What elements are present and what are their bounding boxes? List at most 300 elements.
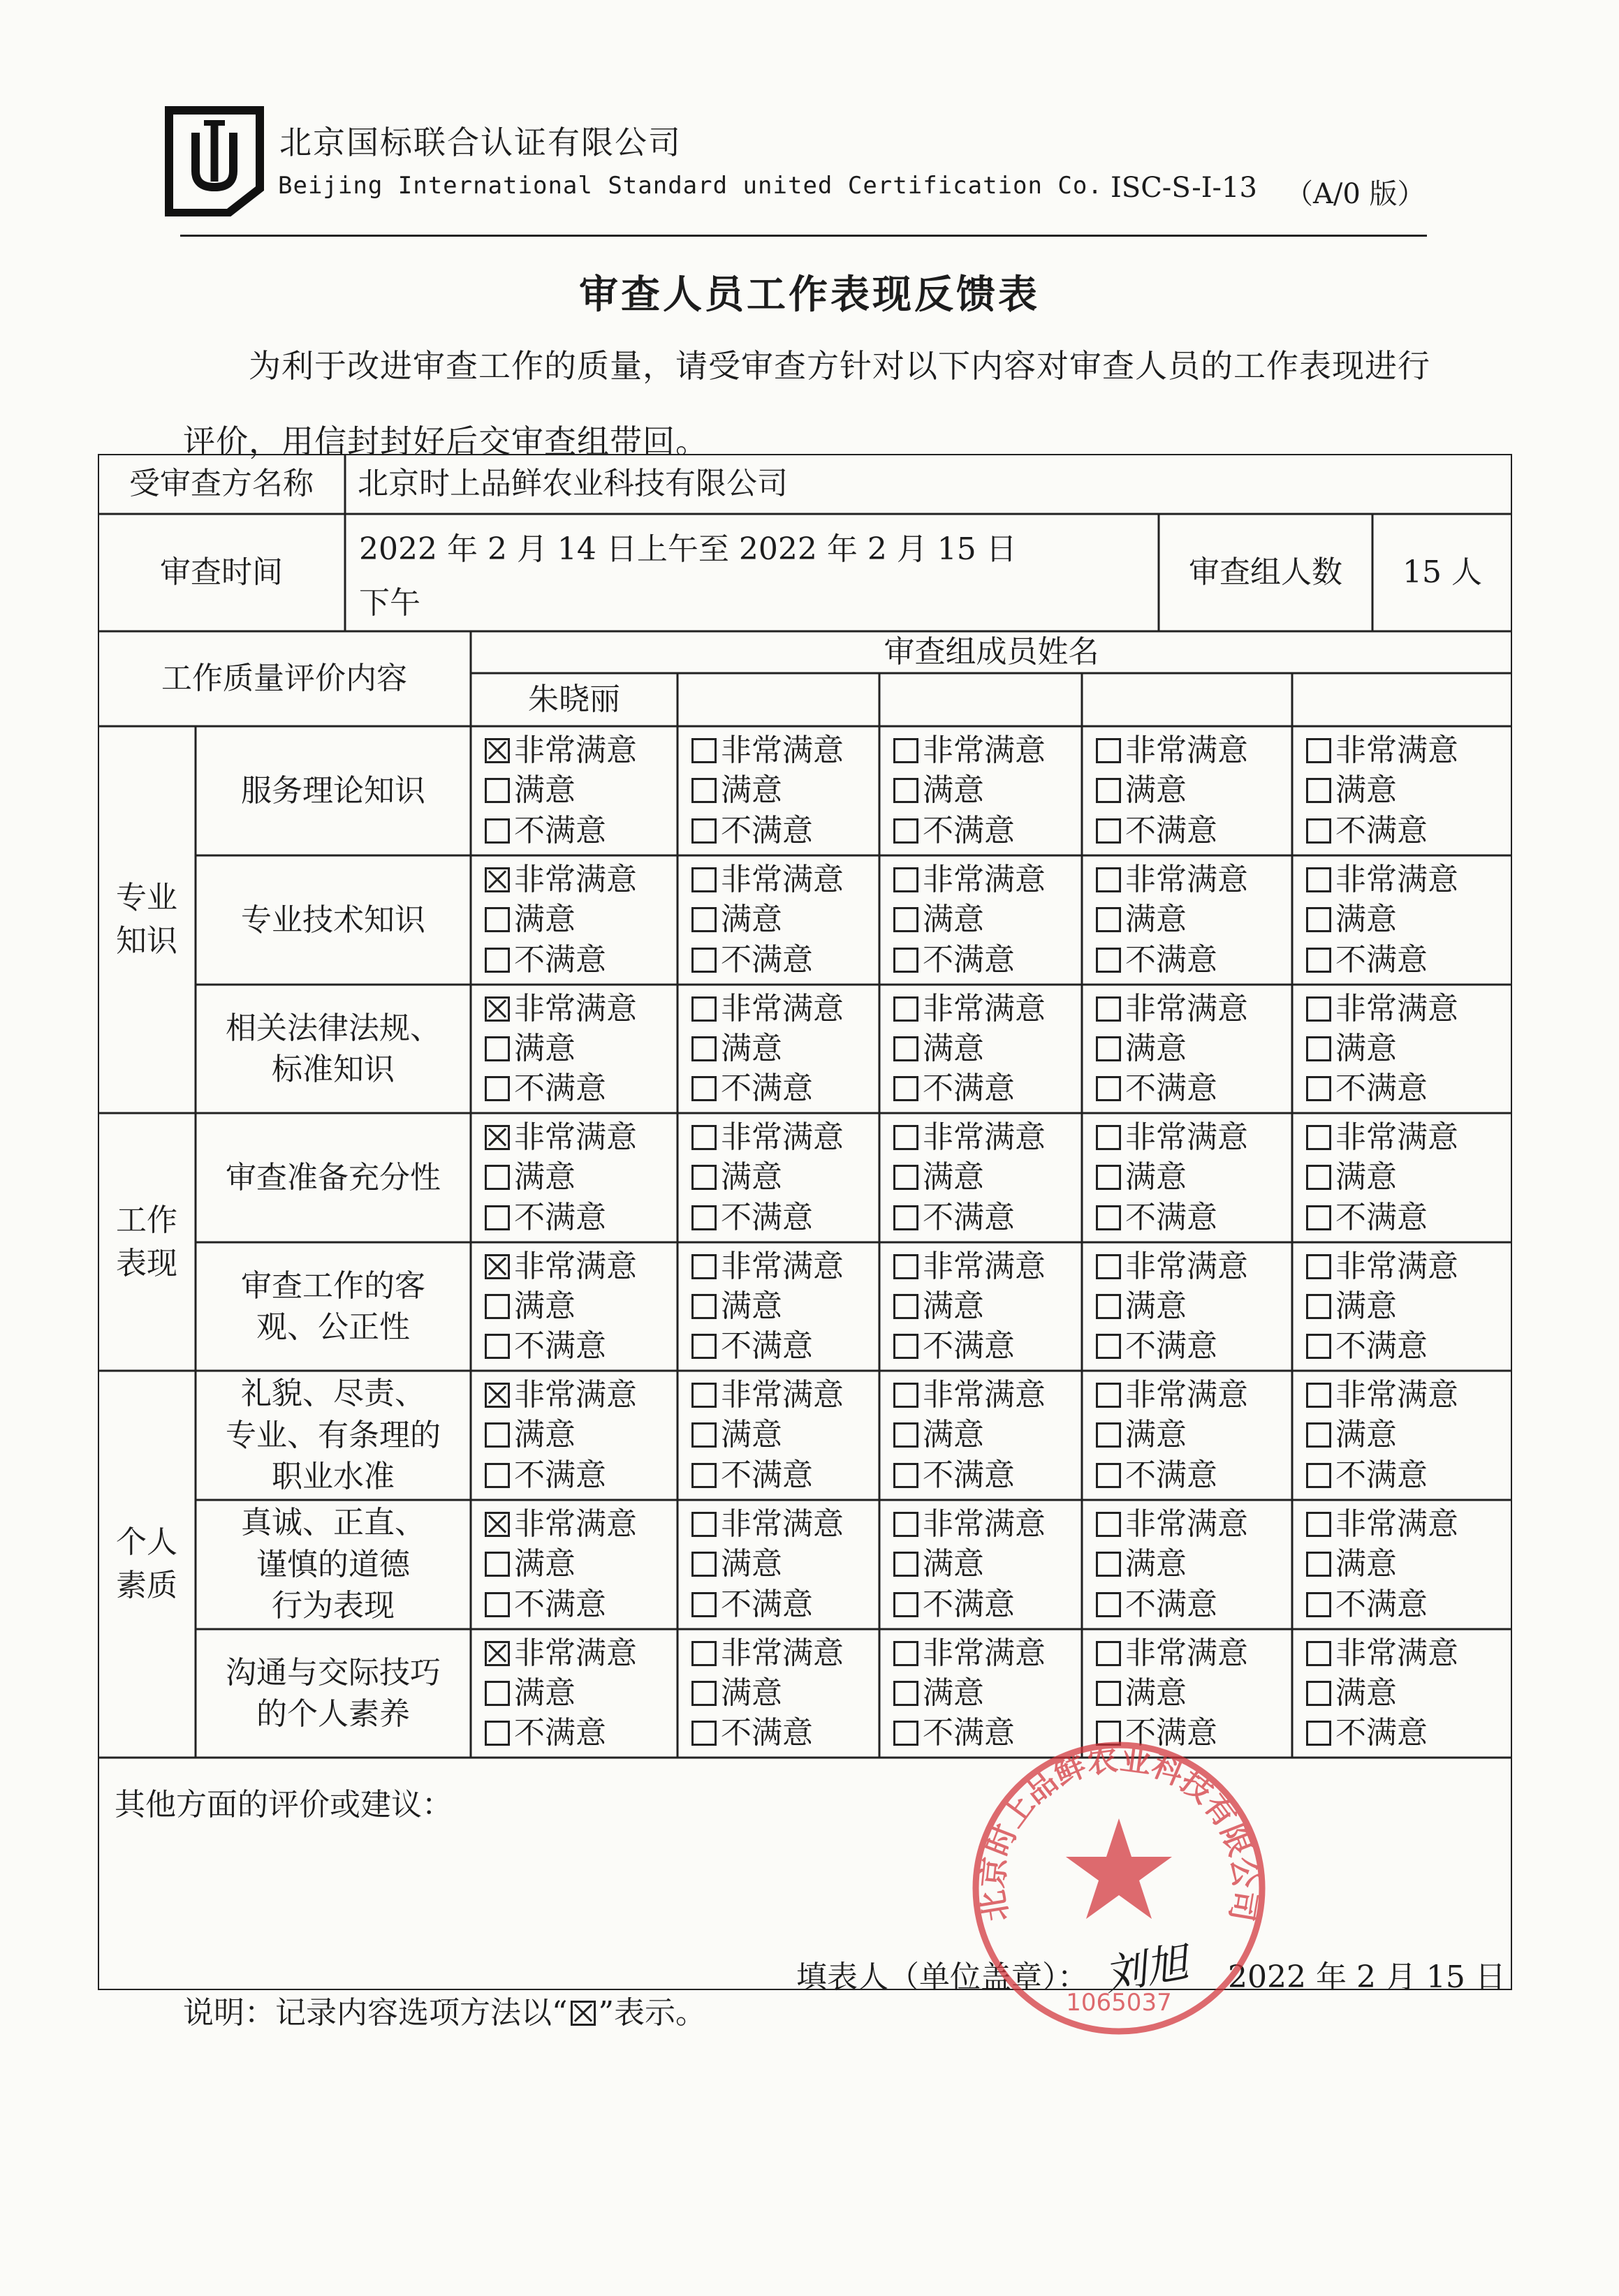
checkbox-icon[interactable]	[691, 1036, 717, 1061]
checkbox-icon[interactable]	[485, 1592, 510, 1617]
rating-option[interactable]	[1306, 1546, 1512, 1582]
rating-option[interactable]	[1306, 1200, 1512, 1236]
rating-option[interactable]	[691, 1675, 879, 1711]
checkbox-icon[interactable]	[691, 1641, 717, 1666]
checkbox-icon[interactable]	[691, 1125, 717, 1150]
rating-option[interactable]	[485, 772, 677, 809]
rating-option[interactable]	[485, 1506, 677, 1542]
rating-option[interactable]	[893, 1159, 1082, 1195]
checked-box-icon[interactable]	[485, 1125, 510, 1150]
comments-label: 其他方面的评价或建议：	[115, 1787, 453, 1823]
rating-option-label: 非常满意	[1125, 990, 1248, 1026]
rating-option[interactable]	[1096, 861, 1292, 897]
checkbox-icon[interactable]	[485, 778, 510, 803]
checkbox-icon[interactable]	[485, 1205, 510, 1230]
rating-option[interactable]	[485, 1587, 677, 1623]
criteria-label	[196, 1629, 471, 1758]
rating-option-label: 非常满意	[923, 861, 1046, 897]
audit-time-value	[345, 514, 1159, 631]
rating-option[interactable]	[1096, 1070, 1292, 1107]
checkbox-icon[interactable]	[1096, 907, 1121, 932]
checkbox-icon[interactable]	[1096, 1422, 1121, 1448]
rating-option[interactable]	[1096, 1288, 1292, 1324]
checkbox-icon[interactable]	[1096, 818, 1121, 844]
criteria-label-line: 沟通与交际技巧	[226, 1654, 441, 1691]
checkbox-icon[interactable]	[691, 1205, 717, 1230]
rating-option[interactable]	[1306, 1417, 1512, 1453]
rating-option[interactable]	[485, 1457, 677, 1494]
rating-option[interactable]	[485, 1546, 677, 1582]
rating-option[interactable]	[893, 1030, 1082, 1066]
checkbox-icon[interactable]	[1306, 1076, 1331, 1101]
member-name-cell[interactable]: 朱晓丽	[528, 682, 620, 718]
rating-cell	[879, 1242, 1082, 1371]
checked-box-icon[interactable]	[485, 1641, 510, 1666]
rating-option[interactable]	[1306, 772, 1512, 809]
rating-option[interactable]	[1306, 1328, 1512, 1364]
checkbox-icon[interactable]	[691, 948, 717, 973]
member-name-cell[interactable]	[677, 673, 879, 726]
checked-box-icon[interactable]	[485, 1512, 510, 1537]
rating-option-label: 不满意	[514, 1200, 606, 1236]
rating-option-label: 非常满意	[514, 861, 637, 897]
rating-option[interactable]	[691, 1200, 879, 1236]
rating-option[interactable]	[485, 1635, 677, 1671]
rating-option[interactable]	[893, 772, 1082, 809]
checkbox-icon[interactable]	[893, 1463, 918, 1488]
rating-option[interactable]	[1096, 1587, 1292, 1623]
rating-option-label: 满意	[1335, 902, 1397, 938]
rating-option[interactable]	[893, 1119, 1082, 1155]
rating-option[interactable]	[893, 732, 1082, 768]
rating-option[interactable]	[893, 1587, 1082, 1623]
rating-option[interactable]	[691, 1248, 879, 1284]
rating-option[interactable]	[1096, 1119, 1292, 1155]
rating-option-label: 非常满意	[721, 732, 844, 768]
checkbox-icon[interactable]	[1096, 1334, 1121, 1359]
member-name-cell[interactable]	[879, 673, 1082, 726]
criteria-label	[196, 1371, 471, 1500]
rating-option[interactable]	[1096, 902, 1292, 938]
rating-option[interactable]	[485, 1159, 677, 1195]
rating-option[interactable]	[691, 1288, 879, 1324]
checkbox-icon[interactable]	[893, 1641, 918, 1666]
rating-option[interactable]	[1306, 1159, 1512, 1195]
rating-option-label: 满意	[721, 1546, 782, 1582]
rating-cell	[1292, 1500, 1512, 1629]
rating-option[interactable]	[691, 1457, 879, 1494]
checkbox-icon[interactable]	[1096, 1036, 1121, 1061]
checkbox-icon[interactable]	[1306, 1036, 1331, 1061]
rating-option[interactable]	[691, 942, 879, 978]
rating-option-label: 非常满意	[1125, 1248, 1248, 1284]
rating-option[interactable]	[691, 861, 879, 897]
checkbox-icon[interactable]	[1306, 1463, 1331, 1488]
rating-option-label: 不满意	[514, 1070, 606, 1107]
checkbox-icon[interactable]	[893, 1036, 918, 1061]
rating-option[interactable]	[1096, 1030, 1292, 1066]
checkbox-icon[interactable]	[893, 1721, 918, 1746]
category-label-line: 专业	[116, 880, 177, 916]
checkbox-icon[interactable]	[485, 1334, 510, 1359]
rating-option[interactable]	[1096, 1159, 1292, 1195]
checkbox-icon[interactable]	[893, 1552, 918, 1577]
checkbox-icon[interactable]	[1306, 1681, 1331, 1706]
checkbox-icon[interactable]	[691, 1165, 717, 1190]
rating-option[interactable]	[691, 1070, 879, 1107]
checkbox-icon[interactable]	[691, 996, 717, 1022]
checkbox-icon[interactable]	[893, 778, 918, 803]
rating-option[interactable]	[893, 1328, 1082, 1364]
checkbox-icon[interactable]	[1306, 1205, 1331, 1230]
checkbox-icon[interactable]	[893, 1165, 918, 1190]
checkbox-icon[interactable]	[691, 1463, 717, 1488]
rating-option[interactable]	[1096, 1376, 1292, 1413]
checkbox-icon[interactable]	[1096, 1463, 1121, 1488]
rating-option[interactable]	[691, 772, 879, 809]
checkbox-icon[interactable]	[1096, 1681, 1121, 1706]
rating-option-label: 不满意	[721, 942, 813, 978]
rating-option[interactable]	[893, 1417, 1082, 1453]
rating-option[interactable]	[485, 902, 677, 938]
rating-option[interactable]	[1306, 861, 1512, 897]
checkbox-icon[interactable]	[485, 1076, 510, 1101]
checkbox-icon[interactable]	[1306, 867, 1331, 892]
rating-option-label: 非常满意	[721, 1119, 844, 1155]
checked-box-icon[interactable]	[485, 996, 510, 1022]
checkbox-icon[interactable]	[893, 1334, 918, 1359]
rating-option[interactable]	[1306, 990, 1512, 1026]
rating-option[interactable]	[691, 1417, 879, 1453]
rating-option[interactable]	[1096, 732, 1292, 768]
checkbox-icon[interactable]	[485, 948, 510, 973]
rating-option-label: 满意	[1335, 772, 1397, 809]
checkbox-icon[interactable]	[485, 1552, 510, 1577]
checkbox-icon[interactable]	[1306, 1165, 1331, 1190]
rating-option-label: 满意	[1335, 1546, 1397, 1582]
rating-option[interactable]	[485, 861, 677, 897]
rating-option[interactable]	[893, 990, 1082, 1026]
rating-option[interactable]	[893, 902, 1082, 938]
checkbox-icon[interactable]	[893, 738, 918, 763]
checkbox-icon[interactable]	[1096, 1294, 1121, 1319]
rating-option[interactable]	[691, 732, 879, 768]
criteria-label-line: 专业技术知识	[241, 902, 425, 938]
checkbox-icon[interactable]	[485, 1681, 510, 1706]
rating-option[interactable]	[1306, 732, 1512, 768]
checkbox-icon[interactable]	[485, 818, 510, 844]
rating-option-label: 满意	[1125, 1546, 1187, 1582]
checkbox-icon[interactable]	[691, 1254, 717, 1279]
checkbox-icon[interactable]	[893, 948, 918, 973]
rating-option[interactable]	[893, 1288, 1082, 1324]
rating-option[interactable]	[893, 1506, 1082, 1542]
checkbox-icon[interactable]	[1306, 1552, 1331, 1577]
checkbox-icon[interactable]	[691, 907, 717, 932]
rating-option[interactable]	[1096, 1328, 1292, 1364]
checkbox-icon[interactable]	[1096, 1165, 1121, 1190]
rating-option[interactable]	[893, 942, 1082, 978]
checked-box-icon[interactable]	[485, 738, 510, 763]
checkbox-icon[interactable]	[893, 1294, 918, 1319]
rating-option[interactable]	[691, 1587, 879, 1623]
rating-option-label: 满意	[1335, 1288, 1397, 1324]
rating-option[interactable]	[691, 1635, 879, 1671]
rating-option[interactable]	[1306, 1675, 1512, 1711]
checkbox-icon[interactable]	[1306, 818, 1331, 844]
checkbox-icon[interactable]	[1096, 1076, 1121, 1101]
evaluation-form-table	[98, 454, 1512, 2001]
rating-option[interactable]	[1096, 1200, 1292, 1236]
checkbox-icon[interactable]	[893, 1512, 918, 1537]
rating-option[interactable]	[485, 1715, 677, 1751]
rating-cell	[1292, 1113, 1512, 1242]
rating-option[interactable]	[1096, 942, 1292, 978]
note-prefix: 说明：记录内容选项方法以“	[183, 1995, 568, 2031]
member-name-cell[interactable]	[1292, 673, 1512, 726]
rating-option[interactable]	[1096, 1457, 1292, 1494]
checkbox-icon[interactable]	[485, 1721, 510, 1746]
checkbox-icon[interactable]	[893, 1681, 918, 1706]
checkbox-icon[interactable]	[1096, 1254, 1121, 1279]
rating-option-label: 满意	[1125, 1030, 1187, 1066]
criteria-label-line: 专业、有条理的	[226, 1417, 441, 1453]
checkbox-icon[interactable]	[691, 1552, 717, 1577]
rating-option[interactable]	[485, 1417, 677, 1453]
checkbox-icon[interactable]	[893, 1383, 918, 1408]
rating-option-label: 满意	[1125, 902, 1187, 938]
checkbox-icon[interactable]	[691, 1076, 717, 1101]
rating-option[interactable]	[1306, 1376, 1512, 1413]
rating-cell	[1082, 1242, 1292, 1371]
checkbox-icon[interactable]	[1306, 1383, 1331, 1408]
checkbox-icon[interactable]	[1096, 1383, 1121, 1408]
rating-option[interactable]	[485, 942, 677, 978]
rating-option[interactable]	[485, 732, 677, 768]
rating-option[interactable]	[1096, 1546, 1292, 1582]
rating-option-label: 不满意	[1125, 1200, 1217, 1236]
checkbox-icon[interactable]	[893, 1422, 918, 1448]
rating-option[interactable]	[485, 1070, 677, 1107]
checkbox-icon[interactable]	[1306, 1254, 1331, 1279]
checkbox-icon[interactable]	[691, 1592, 717, 1617]
checkbox-icon[interactable]	[485, 907, 510, 932]
rating-option[interactable]	[1306, 1288, 1512, 1324]
checkbox-icon[interactable]	[1306, 1592, 1331, 1617]
checkbox-icon[interactable]	[1096, 996, 1121, 1022]
rating-option[interactable]	[1096, 990, 1292, 1026]
checkbox-icon[interactable]	[485, 1165, 510, 1190]
rating-option-label: 非常满意	[923, 1248, 1046, 1284]
rating-option-label: 非常满意	[721, 1635, 844, 1671]
rating-option[interactable]	[691, 1030, 879, 1066]
checkbox-icon[interactable]	[485, 1463, 510, 1488]
category-label-line: 个人	[116, 1524, 177, 1561]
rating-option[interactable]	[485, 813, 677, 849]
rating-option[interactable]	[485, 1288, 677, 1324]
checkbox-icon[interactable]	[893, 867, 918, 892]
checkbox-icon[interactable]	[1306, 738, 1331, 763]
rating-option[interactable]	[485, 1675, 677, 1711]
rating-option[interactable]	[893, 861, 1082, 897]
rating-option[interactable]	[691, 1546, 879, 1582]
rating-option[interactable]	[1306, 1715, 1512, 1751]
rating-option[interactable]	[1096, 1417, 1292, 1453]
rating-option[interactable]	[691, 1328, 879, 1364]
checkbox-icon[interactable]	[1096, 1512, 1121, 1537]
rating-option[interactable]	[1306, 1119, 1512, 1155]
checkbox-icon[interactable]	[1306, 907, 1331, 932]
rating-option-label: 非常满意	[1335, 1119, 1458, 1155]
rating-option[interactable]	[893, 1070, 1082, 1107]
rating-option[interactable]	[1096, 1506, 1292, 1542]
rating-option[interactable]	[1096, 772, 1292, 809]
rating-option[interactable]	[691, 813, 879, 849]
checkbox-icon[interactable]	[691, 778, 717, 803]
rating-option[interactable]	[893, 1546, 1082, 1582]
checkbox-icon[interactable]	[1306, 778, 1331, 803]
checkbox-icon[interactable]	[1096, 867, 1121, 892]
criteria-label	[196, 1500, 471, 1629]
rating-option-label: 满意	[721, 1030, 782, 1066]
checkbox-icon[interactable]	[893, 818, 918, 844]
checkbox-icon[interactable]	[691, 867, 717, 892]
rating-option-label: 满意	[514, 1288, 576, 1324]
category-label-line: 知识	[116, 923, 177, 959]
checkbox-icon[interactable]	[1306, 1721, 1331, 1746]
rating-option[interactable]	[893, 1248, 1082, 1284]
rating-option[interactable]	[1306, 1248, 1512, 1284]
rating-option-label: 不满意	[721, 1200, 813, 1236]
rating-option[interactable]	[691, 902, 879, 938]
checkbox-icon[interactable]	[485, 1036, 510, 1061]
rating-option[interactable]	[485, 1248, 677, 1284]
checkbox-icon[interactable]	[1306, 1641, 1331, 1666]
rating-option[interactable]	[1306, 902, 1512, 938]
checkbox-icon[interactable]	[1306, 1422, 1331, 1448]
checkbox-icon[interactable]	[1096, 738, 1121, 763]
rating-option[interactable]	[893, 1675, 1082, 1711]
checkbox-icon[interactable]	[1306, 1294, 1331, 1319]
checked-box-icon[interactable]	[485, 867, 510, 892]
rating-option[interactable]	[1306, 1030, 1512, 1066]
checkbox-icon[interactable]	[1306, 1512, 1331, 1537]
rating-option[interactable]	[485, 1030, 677, 1066]
checkbox-icon[interactable]	[485, 1422, 510, 1448]
rating-option[interactable]	[1306, 1506, 1512, 1542]
rating-option[interactable]	[691, 1715, 879, 1751]
checkbox-icon[interactable]	[893, 1076, 918, 1101]
rating-option[interactable]	[691, 990, 879, 1026]
rating-option[interactable]	[691, 1119, 879, 1155]
checkbox-icon[interactable]	[1096, 948, 1121, 973]
checkbox-icon[interactable]	[691, 818, 717, 844]
rating-option[interactable]	[1306, 1457, 1512, 1494]
rating-option[interactable]	[893, 1376, 1082, 1413]
rating-option[interactable]	[1096, 813, 1292, 849]
checkbox-icon[interactable]	[1306, 948, 1331, 973]
checkbox-icon[interactable]	[893, 1592, 918, 1617]
checkbox-icon[interactable]	[691, 1721, 717, 1746]
rating-option[interactable]	[485, 1200, 677, 1236]
rating-option-label: 不满意	[923, 1200, 1015, 1236]
checkbox-icon[interactable]	[893, 1125, 918, 1150]
criteria-label-line: 礼貌、尽责、	[241, 1376, 425, 1412]
rating-option[interactable]	[691, 1506, 879, 1542]
checkbox-icon[interactable]	[1306, 1125, 1331, 1150]
checkbox-icon[interactable]	[893, 1205, 918, 1230]
checkbox-icon[interactable]	[691, 1383, 717, 1408]
checkbox-icon[interactable]	[893, 1254, 918, 1279]
checkbox-icon[interactable]	[691, 738, 717, 763]
rating-option-label: 满意	[1335, 1159, 1397, 1195]
rating-option[interactable]	[485, 1119, 677, 1155]
rating-option[interactable]	[1306, 1070, 1512, 1107]
criteria-label-line: 的个人素养	[256, 1696, 410, 1732]
rating-cell	[471, 855, 677, 985]
checked-box-icon[interactable]	[485, 1383, 510, 1408]
rating-option-label: 非常满意	[1125, 1506, 1248, 1542]
checkbox-icon[interactable]	[485, 1294, 510, 1319]
rating-option[interactable]	[691, 1376, 879, 1413]
rating-option-label: 非常满意	[1335, 990, 1458, 1026]
rating-option[interactable]	[1306, 813, 1512, 849]
rating-option[interactable]	[485, 1328, 677, 1364]
rating-option[interactable]	[1096, 1248, 1292, 1284]
rating-option[interactable]	[1306, 1587, 1512, 1623]
checkbox-icon[interactable]	[1096, 1125, 1121, 1150]
rating-option[interactable]	[485, 990, 677, 1026]
rating-cell	[1082, 1371, 1292, 1500]
rating-option[interactable]	[485, 1376, 677, 1413]
rating-option[interactable]	[893, 1635, 1082, 1671]
rating-option-label: 满意	[514, 1159, 576, 1195]
rating-option[interactable]	[1306, 1635, 1512, 1671]
rating-option[interactable]	[691, 1159, 879, 1195]
rating-option-label: 满意	[514, 1675, 576, 1711]
checkbox-icon[interactable]	[893, 996, 918, 1022]
rating-option[interactable]	[893, 1200, 1082, 1236]
rating-option[interactable]	[1096, 1635, 1292, 1671]
rating-cell	[1292, 855, 1512, 985]
checkbox-icon[interactable]	[691, 1422, 717, 1448]
checkbox-icon[interactable]	[1096, 1552, 1121, 1577]
document-code: ISC-S-I-13	[1111, 172, 1257, 204]
rating-cell	[471, 1629, 677, 1758]
checkbox-icon[interactable]	[1096, 1641, 1121, 1666]
checkbox-icon[interactable]	[1306, 1334, 1331, 1359]
rating-option[interactable]	[1306, 942, 1512, 978]
checked-box-icon[interactable]	[485, 1254, 510, 1279]
rating-option[interactable]	[893, 813, 1082, 849]
checkbox-icon[interactable]	[691, 1512, 717, 1537]
checkbox-icon[interactable]	[691, 1334, 717, 1359]
checkbox-icon[interactable]	[1096, 1592, 1121, 1617]
checkbox-icon[interactable]	[1096, 1205, 1121, 1230]
checkbox-icon[interactable]	[1096, 778, 1121, 803]
rating-option[interactable]	[1096, 1675, 1292, 1711]
checkbox-icon[interactable]	[1306, 996, 1331, 1022]
criteria-label-line: 行为表现	[272, 1588, 395, 1624]
checkbox-icon[interactable]	[691, 1294, 717, 1319]
checkbox-icon[interactable]	[893, 907, 918, 932]
rating-cell	[879, 726, 1082, 855]
rating-option[interactable]	[893, 1457, 1082, 1494]
checkbox-icon[interactable]	[691, 1681, 717, 1706]
rating-option-label: 非常满意	[514, 990, 637, 1026]
category-label	[98, 1113, 196, 1371]
member-name-cell[interactable]	[1082, 673, 1292, 726]
